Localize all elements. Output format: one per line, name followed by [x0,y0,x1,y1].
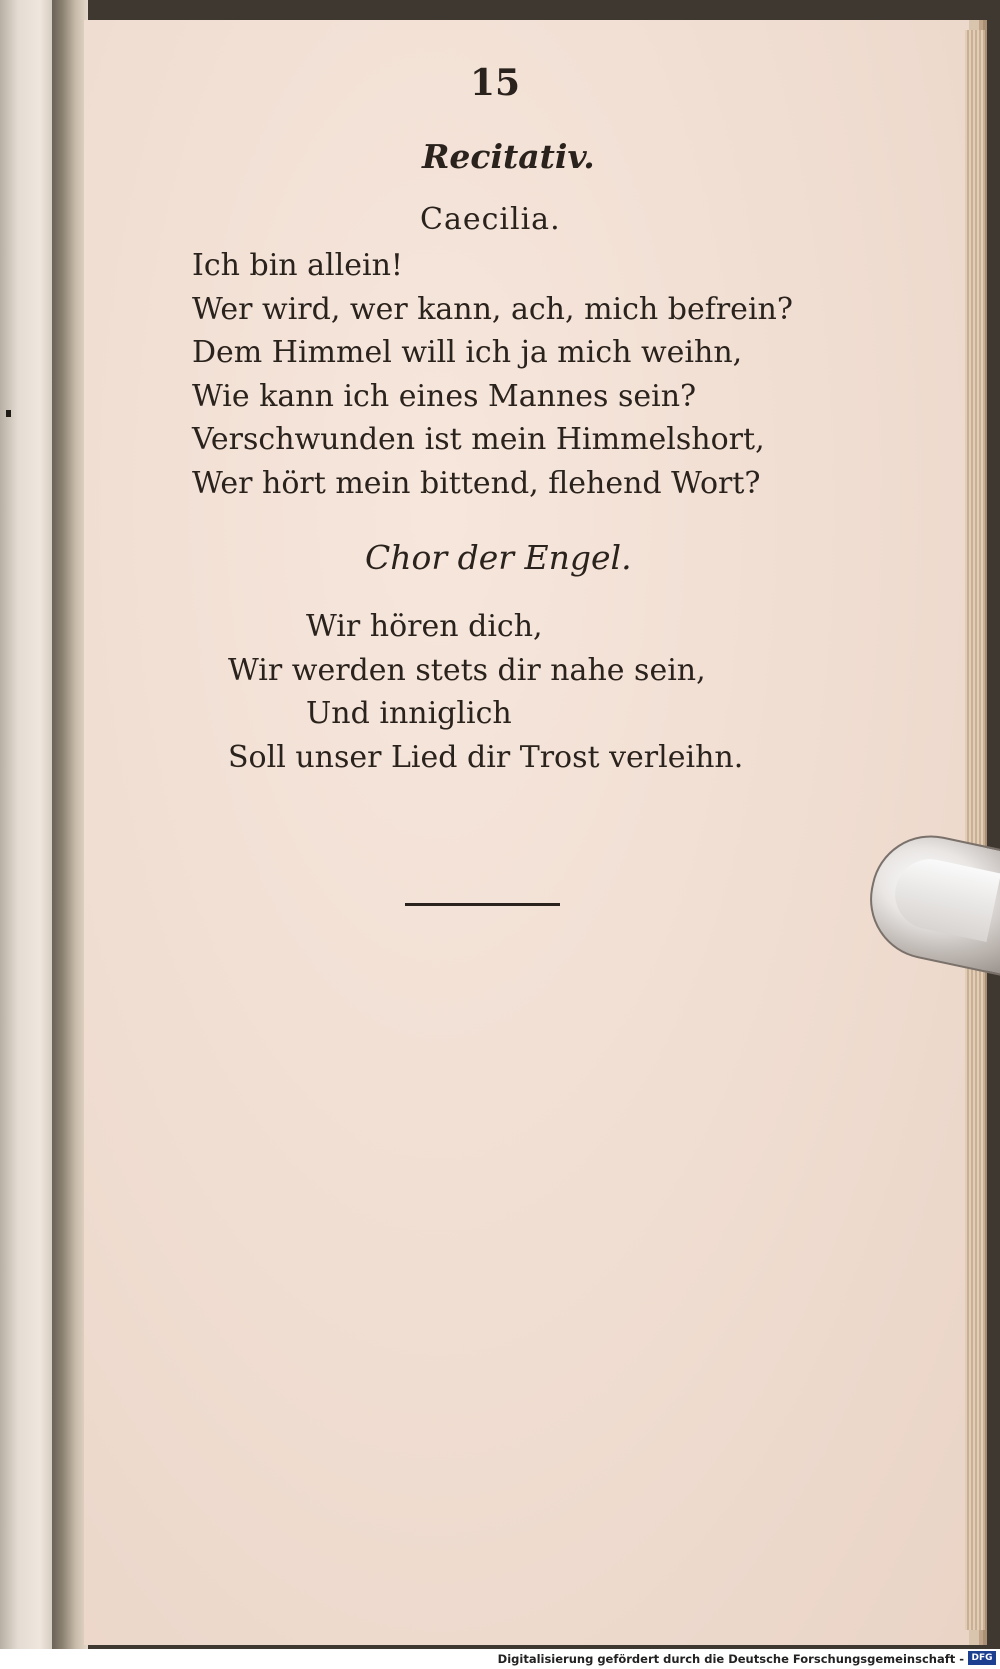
stanza-caecilia [192,244,793,505]
verse-line: Wer hört mein bittend, flehend Wort? [192,465,761,501]
speaker-name: Caecilia. [420,202,561,237]
verse-line: Verschwunden ist mein Himmelshort, [192,422,765,457]
chorus-title: Chor der Engel. [365,538,632,577]
verse-line: Wie kann ich eines Mannes sein? [192,378,697,414]
section-title: Recitativ. [422,137,595,176]
funding-credit: Digitalisierung gefördert durch die Deutsche Forschungsgemeinschaft - [497,1652,964,1666]
section-divider [405,903,560,906]
clip-highlight [889,853,1000,942]
verse-line: Wer wird, wer kann, ach, mich befrein? [192,291,793,327]
verse-line: Dem Himmel will ich ja mich weihn, [192,335,743,370]
verse-line: Ich bin allein! [192,248,403,283]
page-number: 15 [470,62,521,104]
dfg-logo: DFG [968,1651,996,1665]
verse-line: Soll unser Lied dir Trost verleihn. [228,739,744,775]
verse-line: Und inniglich [306,696,512,731]
stanza-chorus [228,605,743,779]
verse-line: Wir hören dich, [306,609,543,644]
verse-line: Wir werden stets dir nahe sein, [228,652,706,688]
